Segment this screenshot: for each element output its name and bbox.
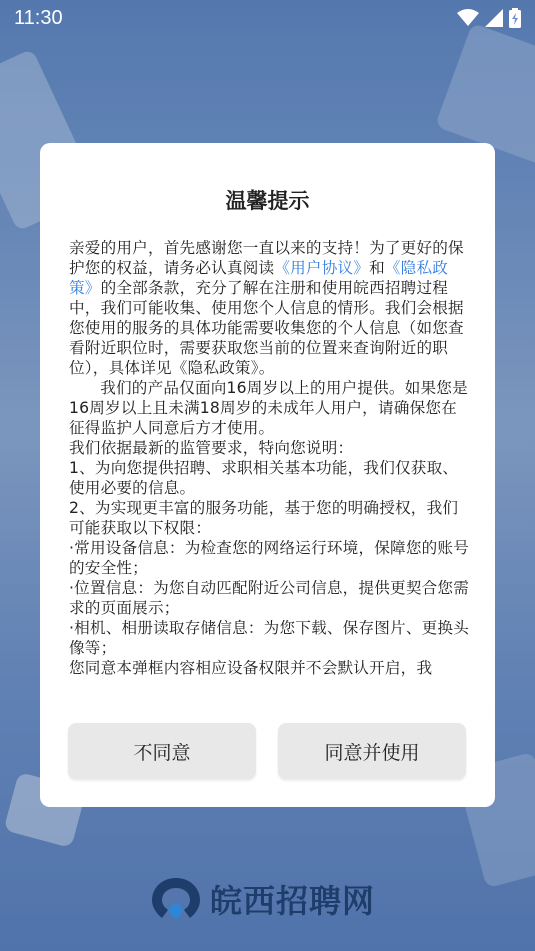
brand-name: 皖西招聘网 [210,882,376,920]
status-time: 11:30 [14,6,63,29]
paragraph-age-notice: 我们的产品仅面向16周岁以上的用户提供。如果您是16周岁以上且未满18周岁的未成年人用户，请确保您在征得监护人同意后方才使用。 [69,379,468,437]
brand-logo [150,876,375,922]
status-bar [0,0,535,36]
paragraph-intro [69,238,469,378]
paragraph-consent: 您同意本弹框内容相应设备权限并不会默认开启，我 [69,659,433,677]
battery-icon [509,8,521,28]
permission-location: ·位置信息：为您自动匹配附近公司信息，提供更契合您需求的页面展示； [69,579,469,617]
paragraph-item-1: 1、为向您提供招聘、求职相关基本功能，我们仅获取、使用必要的信息。 [69,459,459,497]
wifi-icon [457,9,479,27]
paragraph-regulation: 我们依据最新的监管要求，特向您说明： [69,439,354,457]
intro-text-a: 亲爱的用户，首先感谢您一直以来的支持！为了更好的保护您的权益，请务必认真阅读 [69,239,464,277]
status-icons [457,8,521,28]
user-agreement-link[interactable]: 《用户协议》 [274,259,370,277]
intro-and-text: 和 [369,259,385,277]
dialog-content[interactable] [69,238,469,693]
permission-camera-storage: ·相机、相册读取存储信息：为您下载、保存图片、更换头像等； [69,619,469,657]
privacy-policy-link[interactable]: 《隐私政策》 [69,259,449,297]
intro-text-b: 的全部条款，充分了解在注册和使用皖西招聘过程中，我们可能收集、使用您个人信息的情形。我们会根据您使用的服务的具体功能需要收集您的个人信息（如您查看附近职位时，需要获取您当前的位置来查询附近的职位），具体详见《隐私政策》。 [69,279,464,377]
disagree-button[interactable]: 不同意 [68,723,256,779]
permission-device-info: ·常用设备信息：为检查您的网络运行环境，保障您的账号的安全性； [69,539,469,577]
brand-logo-icon [150,876,202,922]
paragraph-item-2: 2、为实现更丰富的服务功能，基于您的明确授权，我们可能获取以下权限： [69,499,459,537]
agree-button[interactable]: 同意并使用 [278,723,466,779]
privacy-dialog [40,143,495,807]
dialog-title: 温馨提示 [225,189,310,213]
signal-icon [485,9,503,27]
